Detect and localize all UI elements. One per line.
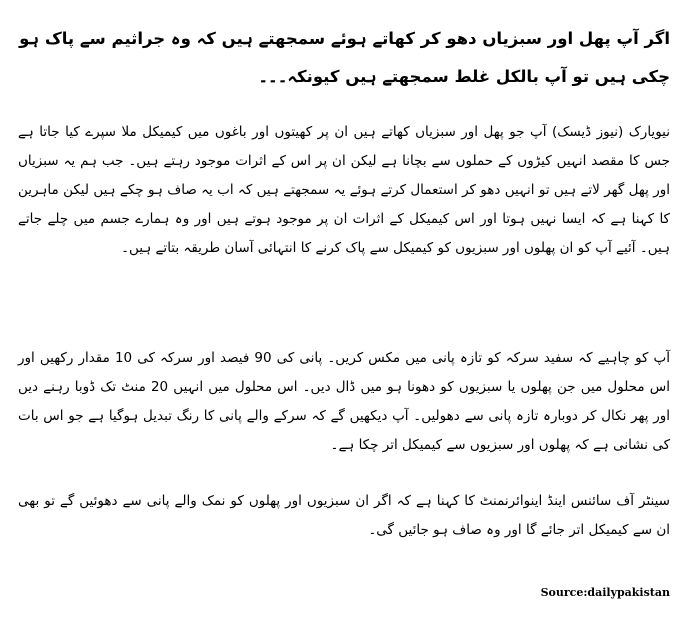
article-paragraph-3: سینٹر آف سائنس اینڈ اینوائرنمنٹ کا کہنا ہے کہ اگر ان سبزیوں اور پھلوں کو نمک والے پانی سے دھوئیں گے تو بھی ان سے کیمیکل اتر جائے گا اور وہ صاف ہو جائیں گی۔ bbox=[18, 493, 670, 538]
source-credit: Source:dailypakistan bbox=[540, 586, 670, 599]
article-headline: اگر آپ پھل اور سبزیاں دھو کر کھاتے ہوئے سمجھتے ہیں کہ وہ جراثیم سے پاک ہو چکی ہیں تو آپ بالکل غلط سمجھتے ہیں کیونکہ۔۔۔ bbox=[19, 29, 670, 86]
article-paragraph-2: آپ کو چاہیے کہ سفید سرکہ کو تازہ پانی میں مکس کریں۔ پانی کی 90 فیصد اور سرکہ کی 10 مقدار رکھیں اور اس محلول میں جن پھلوں یا سبزیوں کو دھونا ہو میں ڈال دیں۔ اس محلول میں انہیں 20 منٹ تک ڈوبا رہنے دیں اور پھر نکال کر دوبارہ تازہ پانی سے دھولیں۔ آپ دیکھیں گے کہ سرکے والے پانی کا رنگ تبدیل ہوگیا ہے جو اس بات کی نشانی ہے کہ پھلوں اور سبزیوں سے کیمیکل اتر چکا ہے۔ bbox=[18, 350, 671, 453]
article bbox=[18, 0, 670, 618]
article-paragraph-1: نیویارک (نیوز ڈیسک) آپ جو پھل اور سبزیاں کھاتے ہیں ان پر کھیتوں اور باغوں میں کیمیکل ملا سپرے کیا جاتا ہے جس کا مقصد انہیں کیڑوں کے حملوں سے بچانا ہے لیکن ان پر اس کے اثرات موجود رہتے ہیں۔ جب ہم یہ سبزیاں اور پھل گھر لاتے ہیں تو انہیں دھو کر استعمال کرتے ہوئے یہ سمجھتے ہیں کہ اب یہ صاف ہو چکے ہیں لیکن ماہرین کا کہنا ہے کہ ایسا نہیں ہوتا اور اس کیمیکل کے اثرات ان پر موجود ہوتے ہیں اور وہ ہمارے جسم میں چلے جاتے ہیں۔ آئیے آپ کو ان پھلوں اور سبزیوں کو کیمیکل سے پاک کرنے کا انتہائی آسان طریقہ بتاتے ہیں۔ bbox=[18, 124, 670, 256]
